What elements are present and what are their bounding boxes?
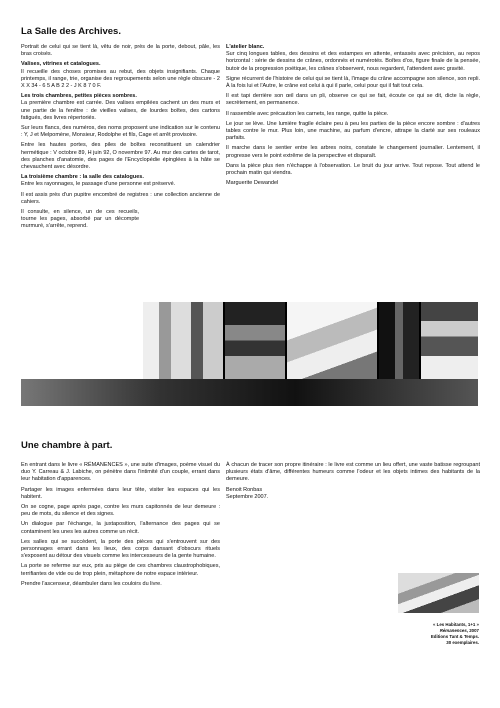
paragraph: Il rassemble avec précaution les carnets, les range, quitte la pièce. xyxy=(226,110,389,117)
paragraph: Il est assis près d'un pupitre encombré de registres : une collection ancienne de cahiers. xyxy=(21,191,220,205)
section-title-chambre: Une chambre à part. xyxy=(21,440,113,451)
paragraph: Partager les images enfermées dans leur tête, visiter les espaces qui les habitent. xyxy=(21,486,220,500)
left-column-archives xyxy=(21,44,220,234)
right-column-chambre xyxy=(226,462,480,504)
paragraph: On se cogne, page après page, contre les murs capitonnés de leur demeure : peu de mots, du silence et des signes. xyxy=(21,504,220,518)
paragraph: Signe récurrent de l'histoire de celui qui se tient là, l'image du crâne accompagne son silence, son repli. À la fois lui et l'Autre, le crâne est celui à qui il parle, celui pour qui il fait tout cela. xyxy=(226,75,480,90)
photo-archive-4 xyxy=(379,302,419,379)
subheading: Valises, vitrines et catalogues. xyxy=(21,61,101,68)
caption-book-title: Rémanences xyxy=(439,628,467,633)
paragraph: À chacun de tracer son propre itinéraire : le livre est comme un lieu offert, une vaste batisse regroupant plusieurs états d'âme, différentes humeurs comme l'odeur et les objets intimes des habitants de la demeure. xyxy=(226,462,480,483)
photo-strip-extension xyxy=(21,379,478,406)
photo-strip xyxy=(143,302,478,379)
photo-archive-5 xyxy=(421,302,478,379)
subheading: Les trois chambres, petites pièces sombres. xyxy=(21,93,137,100)
signature: Benoit Ronbas xyxy=(226,486,263,493)
right-column-archives xyxy=(226,44,480,190)
caption-line: « Les Habitants, 1+1 » xyxy=(432,622,479,627)
book-photo xyxy=(398,573,479,613)
subheading: L'atelier blanc. xyxy=(226,44,265,50)
photo-archive-2 xyxy=(225,302,285,379)
section-title-archives: La Salle des Archives. xyxy=(21,26,121,37)
paragraph: Un dialogue par l'échange, la juxtaposition, l'alternance des pages qui se contaminent les unes les autres comme un récit. xyxy=(21,521,220,535)
photo-archive-3 xyxy=(287,302,377,379)
paragraph: Dans la pièce plus rien n'échappe à l'observation. Le bruit du jour arrive. Tout repose. Tout attend le prochain matin qui viendra. xyxy=(226,162,480,177)
paragraph: Portrait de celui qui se tient là, vêtu de noir, près de la porte, debout, pâle, les bras croisés. xyxy=(21,44,220,58)
paragraph: Sur leurs flancs, des numéros, des noms proposent une indication sur le contenu : Y, J et Melpomène, Monsieur, Rodolphe et fils, Cage et arrêt provisoire. xyxy=(21,125,220,139)
photo-archive-1 xyxy=(143,302,223,379)
paragraph: Entre les rayonnages, le passage d'une personne est préservé. xyxy=(21,181,176,188)
paragraph: Il recueille des choses promises au rebut, des objets insignifiants. Chaque printemps, il range, trie, organise des regroupements selon une règle obscure - 2 X X 34 - 6 5 A B 2 2 - J K 8 7 0 F. xyxy=(21,68,220,90)
paragraph: La première chambre est carrée. Des valises empilées cachent un des murs et une partie de la fenêtre : de vieilles valises, de lourdes boîtes, des cartons fatigués, des livres répertoriés. xyxy=(21,100,220,121)
paragraph: En entrant dans le livre « RÉMANENCES », une suite d'images, poème visuel du duo Y. Carreau & J. Labiche, on pénètre dans l'intimité d'un couple, errant dans leur habitation d'apparences. xyxy=(21,462,220,483)
signature: Marguerite Dewandel xyxy=(226,180,279,187)
paragraph: Sur cinq longues tables, des dessins et des estampes en attente, entassés avec précision, au repos horizontal : série de dessins de crânes, ordonnés et numérotés. Boîtes d'os, figure finale de la pensée, butoir de la progression poétique, les crânes s'observent, nous regardent, l'attendent avec gravité. xyxy=(226,51,480,72)
paragraph: La porte se referme sur eux, pris au piège de ces chambres claustrophobiques, terrifiantes de vide ou de trop plein, métaphore de notre espace intérieur. xyxy=(21,563,220,577)
paragraph: Il consulte, en silence, un de ces recueils, tourne les pages, absorbé par un décompte murmuré, s'arrête, reprend. xyxy=(21,209,139,230)
paragraph: Il marche dans le sentier entre les arbres noirs, constate le changement journalier. Lentement, il progresse vers le point extrême de la perspective et disparaît. xyxy=(226,145,480,159)
paragraph: Prendre l'ascenseur, déambuler dans les couloirs du livre. xyxy=(21,580,162,587)
caption-year: , 2007 xyxy=(466,628,479,633)
photo-caption xyxy=(380,622,479,646)
left-column-chambre xyxy=(21,462,220,591)
subheading: La troisième chambre : la salle des catalogues. xyxy=(21,174,144,181)
caption-line: Editions Tant & Temps. xyxy=(430,634,479,639)
paragraph: Les salles qui se succèdent, la porte des pièces qui s'entrouvent sur des personnages errant dans les lieux, des corps dansant d'obscurs rituels s'exposent au détour des visuels comme les intercesseurs de la gente humaine. xyxy=(21,538,220,560)
date: Septembre 2007. xyxy=(226,493,269,500)
caption-line: 30 exemplaires. xyxy=(446,640,479,645)
paragraph: Il est tapi derrière son œil dans un pli, observe ce qui se fait, écoute ce qui se dit, dicte la règle, secrètement, en permanence. xyxy=(226,93,480,107)
paragraph: Entre les hautes portes, des piles de boîtes reconstituent un calendrier hermétique : V octobre 89, H juin 92, O novembre 97. Au mur des cartes de tarot, des planches d'anatomie, des pages de l'Encyclopédie épinglées à la hâte se chevauchent avec désordre. xyxy=(21,142,220,171)
paragraph: Le jour se lève. Une lumière fragile éclaire peu à peu les parties de la pièce encore sombre : d'autres tables contre le mur. Plus loin, une machine, au parfum d'encre, attrape la clarté sur ses rouleaux parfaits. xyxy=(226,120,480,142)
